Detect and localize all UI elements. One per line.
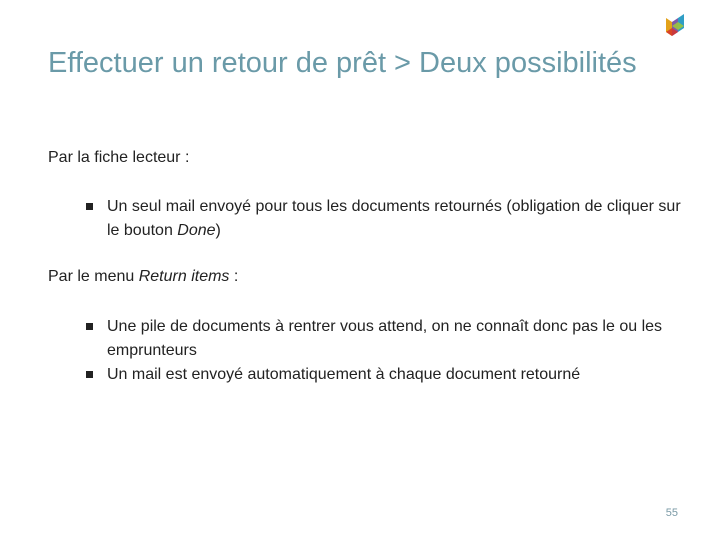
square-bullet-icon	[86, 371, 93, 378]
slide-title: Effectuer un retour de prêt > Deux possibilités	[48, 47, 637, 79]
square-bullet-icon	[86, 323, 93, 330]
bullet-text: Une pile de documents à rentrer vous attend, on ne connaît donc pas le ou les emprunteurs	[107, 318, 663, 359]
section-2-bullet-list	[86, 315, 686, 387]
section-1-bullet-list	[86, 195, 686, 243]
bullet-text-emphasis: Done	[177, 222, 216, 239]
bullet-text-after: )	[215, 222, 221, 239]
section-2-intro-emphasis: Return items	[138, 268, 230, 285]
bullet-text-before: Un seul mail envoyé pour tous les documents retournés (obligation de cliquer sur le bouton	[107, 198, 681, 239]
section-2-bullet-item	[86, 315, 686, 363]
institution-logo-icon	[664, 14, 688, 40]
section-2-intro-before: Par le menu	[48, 268, 139, 285]
section-1-intro: Par la fiche lecteur :	[48, 149, 190, 166]
section-2-intro	[48, 266, 238, 288]
section-2-intro-after: :	[229, 268, 239, 285]
page-number: 55	[665, 507, 678, 519]
square-bullet-icon	[86, 203, 93, 210]
section-1-bullet-item	[86, 195, 686, 243]
section-2-bullet-item	[86, 363, 686, 387]
bullet-text: Un mail est envoyé automatiquement à chaque document retourné	[107, 366, 581, 383]
